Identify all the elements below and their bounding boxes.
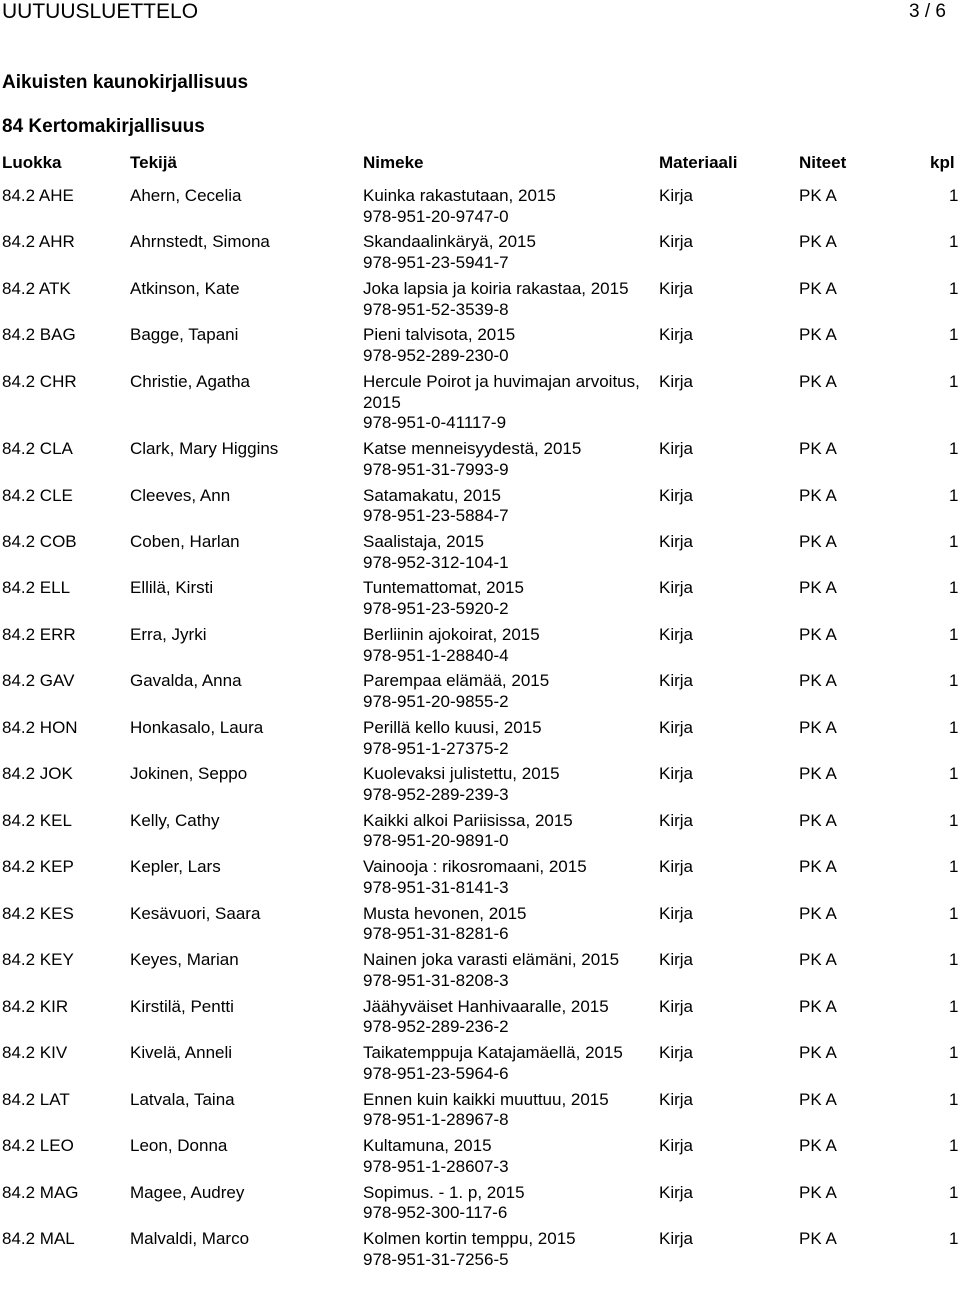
row-materiaali: Kirja — [659, 671, 694, 691]
table-row — [0, 232, 960, 273]
row-kpl: 1 — [949, 857, 959, 877]
row-nimeke — [363, 997, 648, 1038]
row-tekija: Kivelä, Anneli — [130, 1043, 233, 1063]
row-title: Tuntemattomat, 2015 — [363, 578, 524, 598]
row-title: Katse menneisyydestä, 2015 — [363, 439, 582, 459]
row-luokka: 84.2 KIR — [2, 996, 69, 1016]
row-nimeke — [363, 811, 648, 852]
row-isbn: 978-951-1-28607-3 — [363, 1156, 509, 1176]
table-row — [0, 325, 960, 366]
row-title: Joka lapsia ja koiria rakastaa, 2015 — [363, 278, 629, 298]
row-title: Kolmen kortin temppu, 2015 — [363, 1229, 576, 1249]
row-materiaali: Kirja — [659, 439, 694, 459]
subsection-heading: 84 Kertomakirjallisuus — [2, 116, 205, 137]
row-materiaali: Kirja — [659, 371, 694, 391]
row-nimeke — [363, 325, 648, 366]
row-luokka: 84.2 KEY — [2, 950, 74, 970]
row-title: Kultamuna, 2015 — [363, 1136, 492, 1156]
page-number: 3 / 6 — [909, 1, 946, 22]
row-title: Vainooja : rikosromaani, 2015 — [363, 857, 587, 877]
row-isbn: 978-951-31-8141-3 — [363, 877, 509, 897]
row-nimeke — [363, 486, 648, 527]
row-luokka: 84.2 COB — [2, 531, 77, 551]
row-luokka: 84.2 KEP — [2, 857, 74, 877]
row-nimeke — [363, 625, 648, 666]
row-luokka: 84.2 ERR — [2, 624, 76, 644]
row-niteet: PK A — [799, 1089, 837, 1109]
row-luokka: 84.2 MAL — [2, 1229, 75, 1249]
table-row — [0, 904, 960, 945]
table-row — [0, 671, 960, 712]
row-title: Taikatemppuja Katajamäellä, 2015 — [363, 1043, 623, 1063]
row-tekija: Honkasalo, Laura — [130, 717, 264, 737]
table-row — [0, 1229, 960, 1270]
table-row — [0, 1090, 960, 1131]
row-niteet: PK A — [799, 186, 837, 205]
row-kpl: 1 — [949, 903, 959, 923]
row-niteet: PK A — [799, 439, 837, 459]
column-header-niteet: Niteet — [799, 153, 847, 172]
row-title: Kuolevaksi julistettu, 2015 — [363, 764, 560, 784]
row-kpl: 1 — [949, 1229, 959, 1249]
row-isbn: 978-951-23-5884-7 — [363, 506, 509, 526]
table-row — [0, 186, 960, 227]
row-kpl: 1 — [949, 1136, 959, 1156]
row-materiaali: Kirja — [659, 325, 694, 345]
row-materiaali: Kirja — [659, 624, 694, 644]
row-materiaali: Kirja — [659, 717, 694, 737]
row-luokka: 84.2 CHR — [2, 371, 77, 391]
row-nimeke — [363, 439, 648, 480]
column-header-kpl: kpl — [930, 153, 955, 172]
row-niteet: PK A — [799, 578, 837, 598]
row-kpl: 1 — [949, 578, 959, 598]
row-kpl: 1 — [949, 232, 959, 252]
row-niteet: PK A — [799, 531, 837, 551]
row-niteet: PK A — [799, 950, 837, 970]
table-row — [0, 486, 960, 527]
row-title: Perillä kello kuusi, 2015 — [363, 717, 542, 737]
row-title: Parempaa elämää, 2015 — [363, 671, 550, 691]
row-luokka: 84.2 HON — [2, 717, 78, 737]
row-title: Sopimus. - 1. p, 2015 — [363, 1182, 525, 1202]
row-title: Kuinka rakastutaan, 2015 — [363, 186, 556, 205]
table-row — [0, 439, 960, 480]
row-kpl: 1 — [949, 764, 959, 784]
table-row — [0, 950, 960, 991]
row-title: Pieni talvisota, 2015 — [363, 325, 516, 345]
row-kpl: 1 — [949, 325, 959, 345]
row-tekija: Ahrnstedt, Simona — [130, 232, 270, 252]
table-row — [0, 764, 960, 805]
row-niteet: PK A — [799, 1182, 837, 1202]
row-title: Saalistaja, 2015 — [363, 531, 484, 551]
row-luokka: 84.2 CLE — [2, 485, 73, 505]
row-nimeke — [363, 671, 648, 712]
table-row — [0, 279, 960, 320]
row-nimeke — [363, 1136, 648, 1177]
row-materiaali: Kirja — [659, 810, 694, 830]
table-row — [0, 857, 960, 898]
row-tekija: Latvala, Taina — [130, 1089, 235, 1109]
row-niteet: PK A — [799, 1229, 837, 1249]
row-isbn: 978-951-1-28840-4 — [363, 645, 509, 665]
row-luokka: 84.2 BAG — [2, 325, 76, 345]
row-materiaali: Kirja — [659, 1136, 694, 1156]
row-nimeke — [363, 1043, 648, 1084]
row-tekija: Erra, Jyrki — [130, 624, 207, 644]
row-niteet: PK A — [799, 1136, 837, 1156]
row-kpl: 1 — [949, 810, 959, 830]
row-kpl: 1 — [949, 671, 959, 691]
row-tekija: Leon, Donna — [130, 1136, 228, 1156]
row-isbn: 978-951-23-5920-2 — [363, 599, 509, 619]
row-title: Ennen kuin kaikki muuttuu, 2015 — [363, 1089, 609, 1109]
row-niteet: PK A — [799, 624, 837, 644]
row-isbn: 978-951-20-9747-0 — [363, 206, 509, 226]
row-luokka: 84.2 KEL — [2, 810, 72, 830]
row-tekija: Malvaldi, Marco — [130, 1229, 250, 1249]
row-kpl: 1 — [949, 1043, 959, 1063]
row-nimeke — [363, 532, 648, 573]
row-title: Skandaalinkäryä, 2015 — [363, 232, 536, 252]
row-luokka: 84.2 GAV — [2, 671, 75, 691]
row-isbn: 978-951-1-27375-2 — [363, 738, 509, 758]
row-nimeke — [363, 718, 648, 759]
row-luokka: 84.2 ELL — [2, 578, 71, 598]
row-materiaali: Kirja — [659, 1229, 694, 1249]
row-kpl: 1 — [949, 186, 959, 205]
row-niteet: PK A — [799, 671, 837, 691]
row-nimeke — [363, 232, 648, 273]
table-row — [0, 997, 960, 1038]
row-kpl: 1 — [949, 624, 959, 644]
row-isbn: 978-951-23-5964-6 — [363, 1063, 509, 1083]
row-tekija: Kelly, Cathy — [130, 810, 220, 830]
row-isbn: 978-951-31-8208-3 — [363, 970, 509, 990]
row-tekija: Clark, Mary Higgins — [130, 439, 279, 459]
row-tekija: Ahern, Cecelia — [130, 186, 242, 205]
row-title: Berliinin ajokoirat, 2015 — [363, 624, 540, 644]
row-kpl: 1 — [949, 439, 959, 459]
row-isbn: 978-951-1-28967-8 — [363, 1110, 509, 1130]
row-materiaali: Kirja — [659, 996, 694, 1016]
column-header-nimeke: Nimeke — [363, 153, 424, 172]
row-kpl: 1 — [949, 371, 959, 391]
document-title: UUTUUSLUETTELO — [2, 0, 199, 23]
row-nimeke — [363, 1183, 648, 1224]
row-isbn: 978-952-289-236-2 — [363, 1017, 509, 1037]
row-isbn: 978-952-300-117-6 — [363, 1203, 508, 1223]
row-niteet: PK A — [799, 232, 837, 252]
row-kpl: 1 — [949, 1089, 959, 1109]
row-luokka: 84.2 CLA — [2, 439, 73, 459]
row-tekija: Kirstilä, Pentti — [130, 996, 234, 1016]
row-materiaali: Kirja — [659, 1043, 694, 1063]
row-nimeke — [363, 186, 648, 227]
row-isbn: 978-951-31-7993-9 — [363, 459, 509, 479]
book-list — [0, 186, 960, 1276]
row-luokka: 84.2 JOK — [2, 764, 73, 784]
row-niteet: PK A — [799, 278, 837, 298]
row-luokka: 84.2 MAG — [2, 1182, 79, 1202]
row-tekija: Ellilä, Kirsti — [130, 578, 214, 598]
row-title: Jäähyväiset Hanhivaaralle, 2015 — [363, 996, 609, 1016]
row-kpl: 1 — [949, 950, 959, 970]
table-row — [0, 1136, 960, 1177]
row-luokka: 84.2 LAT — [2, 1089, 70, 1109]
row-tekija: Bagge, Tapani — [130, 325, 239, 345]
row-materiaali: Kirja — [659, 857, 694, 877]
column-header-materiaali: Materiaali — [659, 153, 738, 172]
row-niteet: PK A — [799, 996, 837, 1016]
row-nimeke — [363, 372, 648, 434]
row-isbn: 978-951-20-9855-2 — [363, 692, 509, 712]
row-niteet: PK A — [799, 857, 837, 877]
row-kpl: 1 — [949, 1182, 959, 1202]
row-nimeke — [363, 1229, 648, 1270]
row-niteet: PK A — [799, 371, 837, 391]
row-nimeke — [363, 764, 648, 805]
row-tekija: Kesävuori, Saara — [130, 903, 261, 923]
row-niteet: PK A — [799, 325, 837, 345]
row-nimeke — [363, 279, 648, 320]
row-isbn: 978-951-23-5941-7 — [363, 253, 509, 273]
row-isbn: 978-952-312-104-1 — [363, 552, 509, 572]
row-title: Hercule Poirot ja huvimajan arvoitus, 2015 — [363, 371, 640, 412]
row-niteet: PK A — [799, 485, 837, 505]
row-title: Musta hevonen, 2015 — [363, 903, 527, 923]
row-tekija: Magee, Audrey — [130, 1182, 245, 1202]
row-tekija: Gavalda, Anna — [130, 671, 242, 691]
table-row — [0, 1043, 960, 1084]
row-luokka: 84.2 ATK — [2, 278, 71, 298]
row-luokka: 84.2 KIV — [2, 1043, 68, 1063]
row-nimeke — [363, 578, 648, 619]
row-isbn: 978-951-31-8281-6 — [363, 924, 509, 944]
row-kpl: 1 — [949, 278, 959, 298]
row-tekija: Jokinen, Seppo — [130, 764, 248, 784]
row-materiaali: Kirja — [659, 1089, 694, 1109]
section-heading: Aikuisten kaunokirjallisuus — [2, 72, 249, 93]
row-tekija: Kepler, Lars — [130, 857, 221, 877]
row-materiaali: Kirja — [659, 186, 694, 205]
row-luokka: 84.2 AHR — [2, 232, 75, 252]
row-nimeke — [363, 950, 648, 991]
row-nimeke — [363, 904, 648, 945]
row-isbn: 978-951-52-3539-8 — [363, 299, 509, 319]
row-title: Nainen joka varasti elämäni, 2015 — [363, 950, 620, 970]
row-luokka: 84.2 LEO — [2, 1136, 74, 1156]
row-tekija: Atkinson, Kate — [130, 278, 240, 298]
row-title: Satamakatu, 2015 — [363, 485, 501, 505]
row-tekija: Keyes, Marian — [130, 950, 239, 970]
row-nimeke — [363, 857, 648, 898]
table-row — [0, 625, 960, 666]
row-niteet: PK A — [799, 764, 837, 784]
table-row — [0, 578, 960, 619]
row-isbn: 978-951-20-9891-0 — [363, 831, 509, 851]
row-niteet: PK A — [799, 903, 837, 923]
row-tekija: Christie, Agatha — [130, 371, 251, 391]
row-luokka: 84.2 AHE — [2, 186, 74, 205]
row-kpl: 1 — [949, 531, 959, 551]
row-kpl: 1 — [949, 485, 959, 505]
row-materiaali: Kirja — [659, 578, 694, 598]
row-materiaali: Kirja — [659, 531, 694, 551]
row-materiaali: Kirja — [659, 903, 694, 923]
row-title: Kaikki alkoi Pariisissa, 2015 — [363, 810, 573, 830]
table-row — [0, 1183, 960, 1224]
table-row — [0, 532, 960, 573]
row-materiaali: Kirja — [659, 485, 694, 505]
row-kpl: 1 — [949, 996, 959, 1016]
table-row — [0, 718, 960, 759]
row-kpl: 1 — [949, 717, 959, 737]
row-materiaali: Kirja — [659, 764, 694, 784]
row-materiaali: Kirja — [659, 232, 694, 252]
row-isbn: 978-952-289-230-0 — [363, 346, 509, 366]
row-isbn: 978-951-31-7256-5 — [363, 1249, 509, 1269]
row-isbn: 978-952-289-239-3 — [363, 785, 509, 804]
row-niteet: PK A — [799, 717, 837, 737]
row-materiaali: Kirja — [659, 1182, 694, 1202]
table-row — [0, 811, 960, 852]
row-luokka: 84.2 KES — [2, 903, 74, 923]
row-isbn: 978-951-0-41117-9 — [363, 413, 507, 433]
row-tekija: Coben, Harlan — [130, 531, 240, 551]
row-niteet: PK A — [799, 1043, 837, 1063]
row-tekija: Cleeves, Ann — [130, 485, 231, 505]
row-materiaali: Kirja — [659, 950, 694, 970]
row-nimeke — [363, 1090, 648, 1131]
column-header-tekija: Tekijä — [130, 153, 177, 172]
row-materiaali: Kirja — [659, 278, 694, 298]
row-niteet: PK A — [799, 810, 837, 830]
table-row — [0, 372, 960, 434]
column-header-luokka: Luokka — [2, 153, 62, 172]
